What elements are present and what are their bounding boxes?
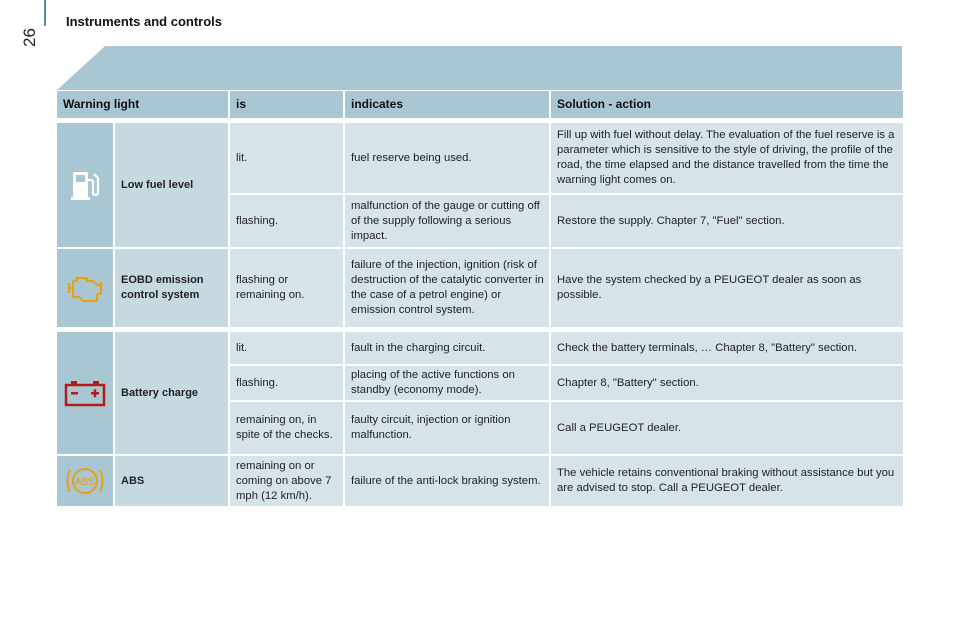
indicates-cell: failure of the anti-lock braking system. xyxy=(345,456,551,508)
indicates-cell: placing of the active functions on standby (economy mode). xyxy=(345,366,551,402)
state-cell: lit. xyxy=(230,332,345,366)
solution-cell: Have the system checked by a PEUGEOT dealer as soon as possible. xyxy=(551,249,903,329)
abs-warning-icon-cell xyxy=(57,456,115,508)
warning-name-battery: Battery charge xyxy=(115,332,230,456)
table-row xyxy=(57,249,903,329)
battery-warning-icon-cell xyxy=(57,332,115,456)
engine-icon xyxy=(65,273,105,303)
state-cell: remaining on, in spite of the checks. xyxy=(230,402,345,456)
indicates-cell: fault in the charging circuit. xyxy=(345,332,551,366)
state-cell: flashing. xyxy=(230,366,345,402)
warning-name-abs: ABS xyxy=(115,456,230,508)
section-title: Instruments and controls xyxy=(66,14,223,29)
abs-icon-text: ABS xyxy=(74,477,96,488)
indicates-cell: fuel reserve being used. xyxy=(345,123,551,195)
table-header-row xyxy=(57,91,903,120)
solution-cell: Chapter 8, "Battery" section. xyxy=(551,366,903,402)
warning-lights-table xyxy=(57,91,903,508)
header-banner xyxy=(57,46,902,90)
column-header-indicates: indicates xyxy=(345,91,551,120)
indicates-cell: failure of the injection, ignition (risk of destruction of the catalytic converter in the case of a petrol engine) or emission control system. xyxy=(345,249,551,329)
solution-cell: The vehicle retains conventional braking without assistance but you are advised to stop. Call a PEUGEOT dealer. xyxy=(551,456,903,508)
page-number: 26 xyxy=(20,28,39,47)
fuel-warning-icon-cell xyxy=(57,123,115,249)
solution-cell: Call a PEUGEOT dealer. xyxy=(551,402,903,456)
solution-cell: Check the battery terminals, … Chapter 8, "Battery" section. xyxy=(551,332,903,366)
state-cell: lit. xyxy=(230,123,345,195)
engine-warning-icon-cell xyxy=(57,249,115,329)
fuel-pump-icon xyxy=(70,168,100,202)
indicates-cell: faulty circuit, injection or ignition malfunction. xyxy=(345,402,551,456)
indicates-cell: malfunction of the gauge or cutting off of the supply following a serious impact. xyxy=(345,195,551,249)
abs-icon xyxy=(64,464,106,498)
state-cell: flashing. xyxy=(230,195,345,249)
state-cell: remaining on or coming on above 7 mph (12 km/h). xyxy=(230,456,345,508)
table-row xyxy=(57,332,903,366)
warning-name-eobd: EOBD emission control system xyxy=(115,249,230,329)
state-cell: flashing or remaining on. xyxy=(230,249,345,329)
solution-cell: Restore the supply. Chapter 7, "Fuel" section. xyxy=(551,195,903,249)
table-row xyxy=(57,123,903,195)
table-row xyxy=(57,456,903,508)
column-header-solution: Solution - action xyxy=(551,91,903,120)
column-header-warning-light: Warning light xyxy=(57,91,230,120)
column-header-is: is xyxy=(230,91,345,120)
warning-name-low-fuel: Low fuel level xyxy=(115,123,230,249)
header-accent-bar xyxy=(44,0,46,26)
solution-cell: Fill up with fuel without delay. The evaluation of the fuel reserve is a parameter which is sensitive to the style of driving, the profile of the road, the time elapsed and the distance travelled from the time the warning light comes on. xyxy=(551,123,903,195)
battery-icon xyxy=(64,379,106,407)
